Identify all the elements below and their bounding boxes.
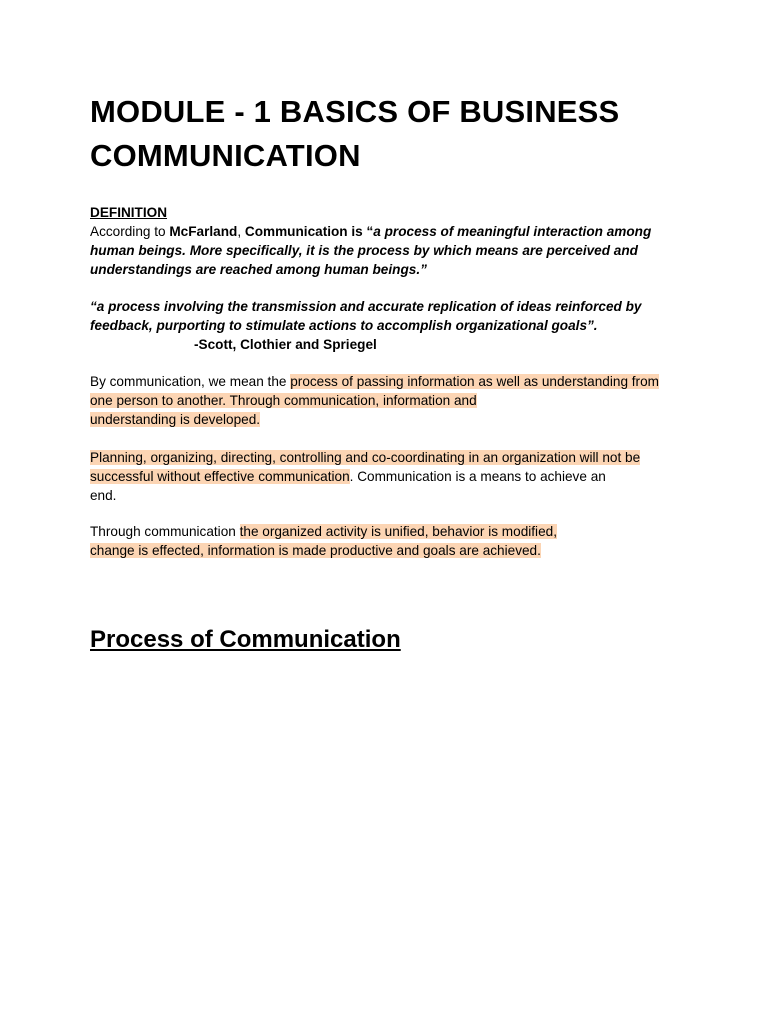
definition-comma: , bbox=[237, 224, 245, 239]
page-title bbox=[90, 90, 680, 178]
paragraph-planning bbox=[90, 448, 680, 505]
second-quote-line-2: feedback, purporting to stimulate actions to accomplish organizational goals”. bbox=[90, 318, 598, 333]
para1-highlight-line-2: one person to another. Through communication, information and bbox=[90, 393, 477, 408]
second-quote-line-1: “a process involving the transmission and accurate replication of ideas reinforced by bbox=[90, 299, 642, 314]
definition-intro: According to bbox=[90, 224, 170, 239]
title-line-2: COMMUNICATION bbox=[90, 138, 361, 173]
para2-rest-line-2: . Communication is a means to achieve an bbox=[349, 469, 606, 484]
definition-term: Communication is “ bbox=[244, 224, 374, 239]
para3-lead: Through communication bbox=[90, 524, 240, 539]
para2-highlight-line-2: successful without effective communication bbox=[90, 469, 350, 484]
paragraph-meaning bbox=[90, 372, 680, 429]
definition-quote-line-2: human beings. More specifically, it is the process by which means are perceived and bbox=[90, 243, 638, 258]
title-line-1: MODULE - 1 BASICS OF BUSINESS bbox=[90, 94, 620, 129]
para2-line-3: end. bbox=[90, 488, 117, 503]
definition-author: McFarland bbox=[169, 224, 238, 239]
section-heading-process: Process of Communication bbox=[90, 626, 401, 653]
definition-heading: DEFINITION bbox=[90, 205, 168, 220]
definition-quote-line-1: a process of meaningful interaction among bbox=[373, 224, 652, 239]
para1-lead: By communication, we mean the bbox=[90, 374, 291, 389]
definition-quote-line-3: understandings are reached among human beings.” bbox=[90, 262, 427, 277]
para1-highlight-line-3: understanding is developed. bbox=[90, 412, 261, 427]
second-definition-quote bbox=[90, 297, 680, 354]
quote-attribution: -Scott, Clothier and Spriegel bbox=[194, 337, 377, 352]
para3-highlight-line-1: the organized activity is unified, behavior is modified, bbox=[239, 524, 557, 539]
para1-highlight-line-1: process of passing information as well as understanding from bbox=[290, 374, 659, 389]
paragraph-through-communication bbox=[90, 522, 680, 560]
para3-highlight-line-2: change is effected, information is made productive and goals are achieved. bbox=[90, 543, 541, 558]
para2-highlight-line-1: Planning, organizing, directing, controlling and co-coordinating in an organization will not be bbox=[90, 450, 641, 465]
definition-section bbox=[90, 203, 680, 279]
